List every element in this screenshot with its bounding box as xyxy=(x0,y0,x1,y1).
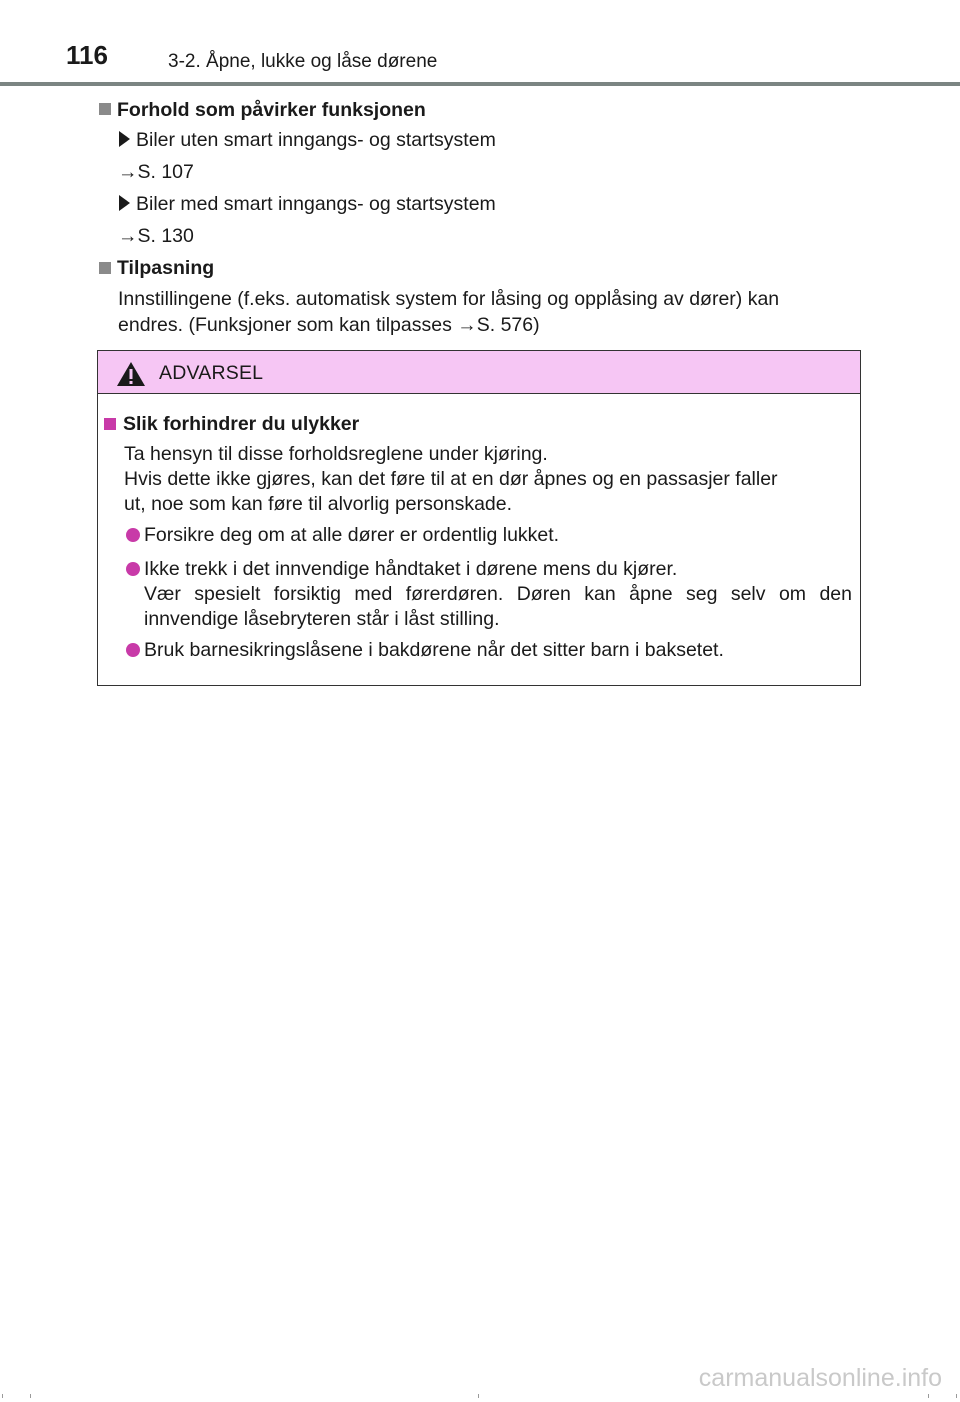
triangle-bullet-icon xyxy=(119,131,130,147)
crop-mark xyxy=(30,1394,31,1398)
header-divider xyxy=(0,82,960,86)
bullet-dot-icon xyxy=(126,562,140,576)
warning-intro-line-3: ut, noe som kan føre til alvorlig personskade. xyxy=(124,493,513,515)
warning-label: ADVARSEL xyxy=(159,362,264,384)
section-title: 3-2. Åpne, lukke og låse dørene xyxy=(168,51,438,72)
warning-triangle-icon xyxy=(116,361,146,387)
warning-bullet-2-line-1: Ikke trekk i det innvendige håndtaket i dørene mens du kjører. xyxy=(144,558,678,580)
customization-text-line-2: endres. (Funksjoner som kan tilpasses →S. 576) xyxy=(118,314,540,336)
crop-mark xyxy=(928,1394,929,1398)
warning-bullet-2-line-2: Vær spesielt forsiktig med førerdøren. Døren kan åpne seg selv om den xyxy=(144,583,852,605)
warning-bullet-2-line-3: innvendige låsebryteren står i låst stilling. xyxy=(144,608,500,630)
page-ref-link[interactable]: S. 107 xyxy=(137,161,194,183)
crop-mark xyxy=(2,1394,3,1398)
page-header xyxy=(0,0,960,86)
crop-mark xyxy=(478,1394,479,1398)
warning-bullet-3: Bruk barnesikringslåsene i bakdørene når det sitter barn i baksetet. xyxy=(144,639,724,661)
condition-item-1-ref[interactable] xyxy=(118,160,194,184)
warning-bullet-1: Forsikre deg om at alle dører er ordentlig lukket. xyxy=(144,524,560,546)
square-bullet-icon xyxy=(99,262,111,274)
arrow-icon: → xyxy=(118,225,138,247)
warning-box xyxy=(97,350,861,686)
page-ref-link[interactable]: S. 130 xyxy=(137,225,194,247)
customization-heading: Tilpasning xyxy=(117,257,215,279)
triangle-bullet-icon xyxy=(119,195,130,211)
conditions-heading: Forhold som påvirker funksjonen xyxy=(117,99,426,121)
customization-text-line-1: Innstillingene (f.eks. automatisk system for låsing og opplåsing av dører) kan xyxy=(118,288,780,310)
watermark: carmanualsonline.info xyxy=(698,1364,942,1392)
warning-header xyxy=(98,351,860,394)
condition-item-1-label: Biler uten smart inngangs- og startsystem xyxy=(136,129,496,151)
bullet-dot-icon xyxy=(126,528,140,542)
warning-intro-line-1: Ta hensyn til disse forholdsreglene under kjøring. xyxy=(124,443,548,465)
bullet-dot-icon xyxy=(126,643,140,657)
arrow-icon: → xyxy=(118,161,138,183)
crop-mark xyxy=(956,1394,957,1398)
condition-item-2-ref[interactable] xyxy=(118,224,194,248)
page-ref-link[interactable]: S. 576) xyxy=(476,314,540,336)
page-number: 116 xyxy=(66,40,108,70)
footer-crop-marks xyxy=(0,1392,960,1402)
square-bullet-icon xyxy=(104,418,116,430)
condition-item-2-label: Biler med smart inngangs- og startsystem xyxy=(136,193,496,215)
warning-heading: Slik forhindrer du ulykker xyxy=(123,413,360,435)
warning-intro-line-2: Hvis dette ikke gjøres, kan det føre til at en dør åpnes og en passasjer faller xyxy=(124,468,778,490)
arrow-icon: → xyxy=(457,314,477,336)
square-bullet-icon xyxy=(99,103,111,115)
